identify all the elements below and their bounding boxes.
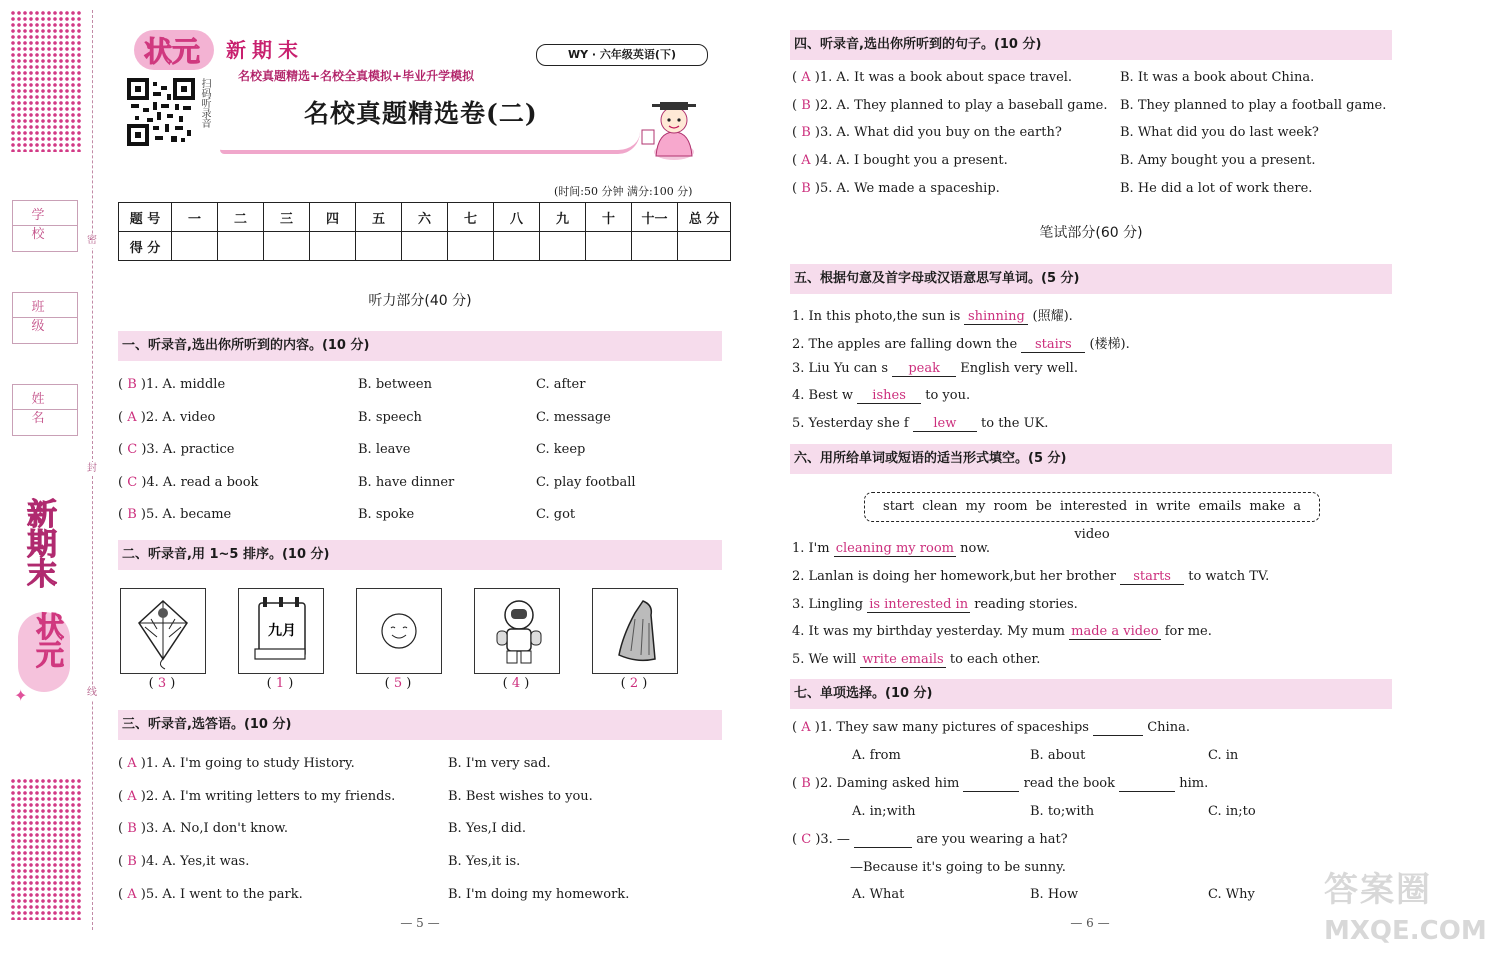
score-cell[interactable] [540, 232, 586, 261]
kite-icon [121, 589, 205, 673]
sec3-item: ( A )2. A. I'm writing letters to my friends. [118, 788, 396, 804]
answer-blank[interactable]: peak [892, 361, 956, 377]
score-header-4: 四 [310, 203, 356, 232]
page-number-left: — 5 — [400, 916, 440, 930]
sec5-item: 2. The apples are falling down the stairs (楼梯). [792, 336, 1130, 352]
sec4-option-b[interactable]: B. It was a book about China. [1120, 70, 1315, 85]
time-info: (时间:50 分钟 满分:100 分) [554, 185, 693, 198]
sec7-q1-opt-c[interactable]: C. in [1208, 748, 1239, 763]
answer-mark: B [127, 507, 137, 522]
score-cell[interactable] [310, 232, 356, 261]
sec7-q2: ( B )2. Daming asked him read the book him. [792, 776, 1209, 791]
smiley-face-icon [357, 589, 441, 673]
sec5-item: 5. Yesterday she f lew to the UK. [792, 416, 1049, 432]
page-number-right: — 6 — [1070, 916, 1110, 930]
school-field[interactable] [12, 200, 78, 252]
sec3-option-b[interactable]: B. Yes,it is. [448, 854, 521, 870]
answer-mark: B [127, 821, 137, 837]
sec4-option-b[interactable]: B. They planned to play a football game. [1120, 97, 1387, 113]
score-cell[interactable] [356, 232, 402, 261]
sec1-option-b[interactable]: B. leave [358, 442, 411, 457]
sec4-option-b[interactable]: B. He did a lot of work there. [1120, 180, 1313, 196]
picture-order-5: ( 2 ) [620, 676, 648, 691]
sparkle-icon: ✦ [14, 686, 28, 705]
answer-mark: C [801, 832, 812, 847]
name-label: 姓 名 [31, 392, 59, 426]
answer-blank[interactable]: lew [913, 416, 977, 432]
sec7-q2-opt-c[interactable]: C. in;to [1208, 804, 1256, 819]
score-cell[interactable] [264, 232, 310, 261]
sec4-item: ( A )1. A. It was a book about space travel. [792, 70, 1073, 85]
score-header-11: 十一 [632, 203, 678, 232]
sec1-item: ( C )4. A. read a book [118, 474, 259, 490]
section-2-title: 二、听录音,用 1~5 排序。(10 分) [118, 540, 722, 570]
sec5-item: 1. In this photo,the sun is shinning (照耀). [792, 309, 1073, 324]
score-header-8: 八 [494, 203, 540, 232]
logo: 状元 [144, 35, 201, 68]
sec7-q2-opt-a[interactable]: A. in;with [852, 804, 916, 819]
seal-char-mi: 密 [87, 235, 97, 246]
score-table [118, 202, 731, 261]
decorative-dot-strip-top [10, 10, 82, 152]
sec6-item: 3. Lingling is interested in reading stories. [792, 596, 1078, 612]
sec3-item: ( A )5. A. I went to the park. [118, 886, 303, 902]
sec3-item: ( B )3. A. No,I don't know. [118, 821, 289, 837]
word-box: start clean my room be interested in write emails make a video [864, 492, 1320, 522]
score-cell[interactable] [632, 232, 678, 261]
score-header-1: 一 [172, 203, 218, 232]
picture-box-cape [592, 588, 678, 674]
section-6-title: 六、用所给单词或短语的适当形式填空。(5 分) [790, 444, 1392, 474]
class-field[interactable] [12, 292, 78, 344]
score-header-7: 七 [448, 203, 494, 232]
score-header-2: 二 [218, 203, 264, 232]
seal-char-xian: 线 [87, 687, 97, 698]
sec4-item: ( A )4. A. I bought you a present. [792, 153, 1008, 169]
sec4-option-b[interactable]: B. Amy bought you a present. [1120, 153, 1316, 169]
answer-mark: B [127, 854, 137, 870]
score-cell[interactable] [172, 232, 218, 261]
answer-mark: B [801, 97, 811, 113]
sec3-item: ( B )4. A. Yes,it was. [118, 854, 250, 870]
answer-mark: C [127, 442, 138, 457]
listening-title: 听力部分(40 分) [368, 293, 472, 309]
sec7-q1-opt-b[interactable]: B. about [1030, 748, 1086, 763]
brand-title: 新期末 [226, 38, 304, 62]
answer-mark: A [127, 788, 137, 804]
score-cell[interactable] [448, 232, 494, 261]
calendar-icon [239, 589, 323, 673]
sec6-item: 2. Lanlan is doing her homework,but her brother starts to watch TV. [792, 568, 1270, 584]
sec4-item: ( B )5. A. We made a spaceship. [792, 180, 1000, 196]
answer-blank[interactable]: cleaning my room [835, 541, 954, 556]
section-1-title: 一、听录音,选出你所听到的内容。(10 分) [118, 331, 722, 361]
school-label: 学 校 [31, 208, 59, 242]
sec6-item: 4. It was my birthday yesterday. My mum made a video for me. [792, 624, 1212, 640]
sec1-option-c[interactable]: C. message [536, 409, 611, 425]
score-cell[interactable] [494, 232, 540, 261]
cape-icon [593, 589, 677, 673]
calendar-text: 九月 [268, 623, 296, 639]
sec3-option-b[interactable]: B. Best wishes to you. [448, 788, 593, 804]
sec7-q1-opt-a[interactable]: A. from [852, 748, 901, 763]
sec3-option-b[interactable]: B. Yes,I did. [448, 821, 526, 837]
picture-order-3: ( 5 ) [384, 676, 412, 691]
sec4-option-b[interactable]: B. What did you do last week? [1120, 125, 1319, 141]
score-cell[interactable] [218, 232, 264, 261]
answer-blank[interactable]: ishes [857, 388, 921, 404]
answer-blank[interactable]: shinning [964, 309, 1028, 325]
score-header-total: 总 分 [678, 203, 731, 232]
sec1-option-b[interactable]: B. have dinner [358, 474, 455, 490]
answer-mark: A [801, 70, 811, 85]
qr-caption: 扫码听录音 [199, 78, 210, 128]
grade-tag: WY · 六年级英语(下) [536, 44, 708, 66]
decorative-dot-strip-bottom [10, 778, 82, 920]
answer-blank[interactable]: is interested in [869, 596, 969, 612]
scholar-mascot-icon [638, 90, 708, 160]
writing-title: 笔试部分(60 分) [1039, 225, 1143, 241]
sec7-q3-opt-c[interactable]: C. Why [1208, 887, 1255, 902]
score-header-5: 五 [356, 203, 402, 232]
score-cell[interactable] [586, 232, 632, 261]
sec3-option-b[interactable]: B. I'm very sad. [448, 756, 551, 771]
qr-code-icon[interactable] [127, 78, 195, 146]
picture-box-smiley [356, 588, 442, 674]
answer-mark: B [127, 377, 137, 392]
sec1-item: ( B )5. A. became [118, 507, 232, 522]
sec7-q2-opt-b[interactable]: B. to;with [1030, 804, 1095, 819]
answer-mark: A [127, 886, 137, 902]
answer-blank[interactable]: starts [1120, 569, 1184, 585]
sec1-option-c[interactable]: C. keep [536, 442, 586, 457]
sec4-item: ( B )3. A. What did you buy on the earth? [792, 125, 1062, 141]
sec1-option-b[interactable]: B. between [358, 377, 432, 392]
section-4-title: 四、听录音,选出你所听到的句子。(10 分) [790, 30, 1392, 60]
score-cell[interactable] [402, 232, 448, 261]
sec7-q3-opt-b[interactable]: B. How [1030, 887, 1079, 902]
picture-order-2: ( 1 ) [266, 676, 294, 691]
answer-mark: A [801, 153, 811, 169]
seal-char-feng: 封 [87, 463, 97, 474]
answer-blank[interactable]: write emails [862, 652, 944, 668]
sec1-option-c[interactable]: C. after [536, 377, 586, 392]
section-7-title: 七、单项选择。(10 分) [790, 679, 1392, 709]
paper-title: 名校真题精选卷(二) [304, 99, 538, 128]
sec1-option-b[interactable]: B. speech [358, 409, 422, 425]
swoosh-decoration [220, 132, 640, 154]
name-field[interactable] [12, 384, 78, 436]
picture-box-kite [120, 588, 206, 674]
watermark-logo: 答案圈 [1324, 870, 1432, 910]
sec3-item: ( A )1. A. I'm going to study History. [118, 756, 355, 771]
picture-box-astronaut [474, 588, 560, 674]
sec6-item: 5. We will write emails to each other. [792, 652, 1041, 668]
answer-blank[interactable]: made a video [1071, 624, 1159, 640]
sec4-item: ( B )2. A. They planned to play a baseball game. [792, 97, 1108, 113]
sec7-q3-opt-a[interactable]: A. What [852, 887, 905, 902]
picture-order-1: ( 3 ) [148, 676, 176, 691]
score-header-6: 六 [402, 203, 448, 232]
answer-mark: B [801, 180, 811, 196]
score-header-3: 三 [264, 203, 310, 232]
watermark-url: MXQE.COM [1324, 916, 1487, 946]
answer-blank[interactable]: stairs [1021, 337, 1085, 353]
sec1-item: ( C )3. A. practice [118, 442, 235, 457]
score-row-label: 得 分 [119, 232, 172, 261]
header-subtitle: 名校真题精选+名校全真模拟+毕业升学模拟 [238, 69, 475, 83]
sec1-option-c[interactable]: C. got [536, 507, 576, 522]
astronaut-icon [475, 589, 559, 673]
sec1-item: ( B )1. A. middle [118, 377, 226, 392]
sec5-item: 4. Best w ishes to you. [792, 388, 971, 404]
class-label: 班 级 [31, 300, 59, 334]
answer-mark: A [127, 756, 137, 771]
answer-mark: C [127, 474, 138, 490]
sec7-q3: ( C )3. — are you wearing a hat? [792, 832, 1068, 847]
sec7-q3-line2: —Because it's going to be sunny. [850, 860, 1066, 875]
sec1-option-b[interactable]: B. spoke [358, 507, 415, 522]
sec1-option-c[interactable]: C. play football [536, 474, 636, 490]
vertical-logo: 状元 [32, 612, 65, 668]
sec6-item: 1. I'm cleaning my room now. [792, 541, 991, 556]
score-header-label: 题 号 [119, 203, 172, 232]
answer-mark: B [801, 776, 811, 791]
section-5-title: 五、根据句意及首字母或汉语意思写单词。(5 分) [790, 264, 1392, 294]
picture-box-calendar [238, 588, 324, 674]
vertical-brand: 新期末 [21, 498, 56, 588]
sec1-item: ( A )2. A. video [118, 409, 216, 425]
answer-mark: A [127, 409, 137, 425]
picture-order-4: ( 4 ) [502, 676, 530, 691]
score-header-10: 十 [586, 203, 632, 232]
section-3-title: 三、听录音,选答语。(10 分) [118, 710, 722, 740]
answer-mark: A [801, 720, 811, 735]
sec7-q1: ( A )1. They saw many pictures of spaceships China. [792, 720, 1190, 735]
sec5-item: 3. Liu Yu can s peak English very well. [792, 360, 1078, 376]
score-cell[interactable] [678, 232, 731, 261]
sec3-option-b[interactable]: B. I'm doing my homework. [448, 886, 630, 902]
score-header-9: 九 [540, 203, 586, 232]
answer-mark: B [801, 125, 811, 141]
